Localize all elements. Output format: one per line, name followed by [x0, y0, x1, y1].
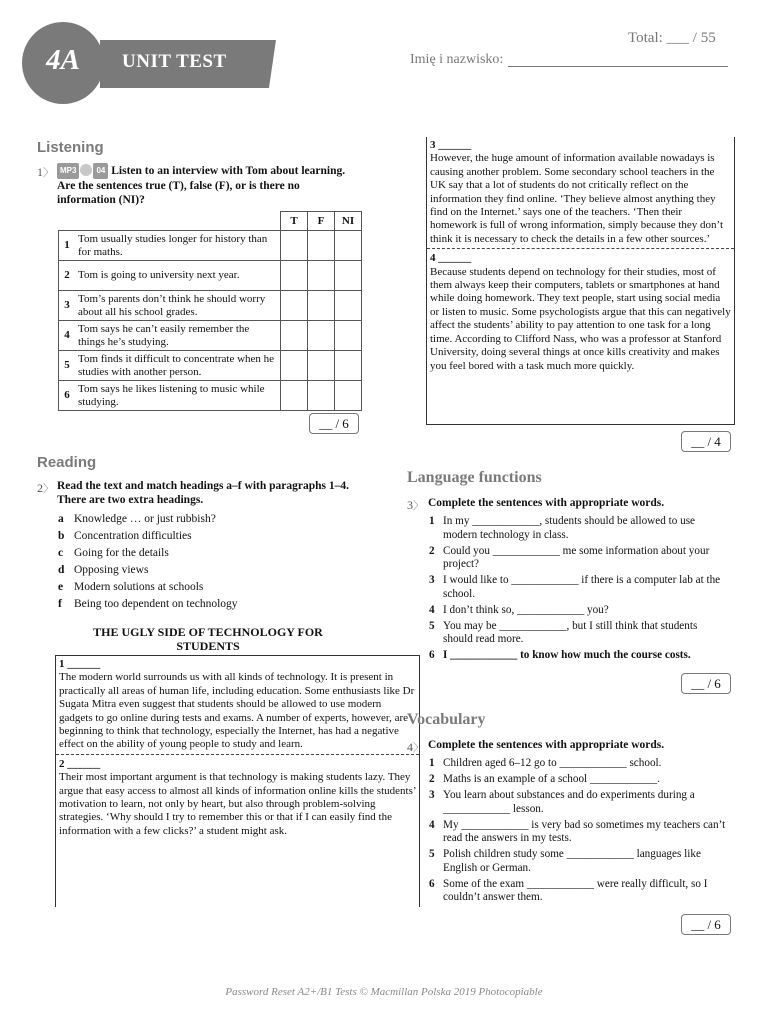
answer-box[interactable] — [335, 231, 362, 261]
listening-instruction: Listen to an interview with Tom about learning. Are the sentences true (T), false (F), or is there no information (NI)? — [57, 165, 346, 206]
paragraph-number: 3 ______ — [430, 139, 472, 151]
unit-title: UNIT TEST — [122, 51, 227, 72]
listening-instruction-block — [37, 163, 367, 207]
reading-instruction: Read the text and match headings a–f with paragraphs 1–4. There are two extra headings. — [57, 480, 349, 506]
paragraph-text: Their most important argument is that technology is making students lazy. They argue that easy access to almost all kinds of information online kills the students’ motivation to learn, not only by heart, but also through problem-solving strategies. ‘Why should I try to remember this or that if I can easily find the information with a few clicks?’ a student might ask. — [59, 771, 416, 837]
table-row: 2 Tom is going to university next year. — [59, 261, 362, 291]
chevron-right-icon: 〉 — [43, 483, 54, 495]
answer-box[interactable] — [308, 381, 335, 411]
list-item: 3 I would like to ____________ if there is a computer lab at the school. — [429, 574, 721, 600]
table-row: 3 Tom’s parents don’t think he should worry about all his school grades. — [59, 291, 362, 321]
table-header — [59, 212, 362, 231]
answer-box[interactable] — [281, 291, 308, 321]
exercise-number: 4 — [407, 740, 413, 754]
unit-number: 4A — [46, 44, 80, 76]
answer-box[interactable] — [335, 321, 362, 351]
answer-box[interactable] — [308, 261, 335, 291]
article-box-right — [426, 137, 735, 425]
list-item: d Opposing views — [58, 564, 149, 576]
chevron-right-icon: 〉 — [413, 500, 424, 512]
list-item: 4 My ____________ is very bad so sometimes my teachers can’t read the answers in my tests. — [429, 818, 726, 844]
vocabulary-heading: Vocabulary — [407, 711, 486, 728]
reading-heading: Reading — [37, 454, 97, 471]
list-item: 6 Some of the exam ____________ were really difficult, so I couldn’t answer them. — [429, 877, 708, 903]
answer-box[interactable] — [308, 231, 335, 261]
answer-box[interactable] — [308, 321, 335, 351]
table-row: 5 Tom finds it difficult to concentrate when he studies with another person. — [59, 351, 362, 381]
language-items — [429, 515, 729, 665]
reading-score-box[interactable]: __ / 4 — [681, 431, 731, 452]
listening-score-box[interactable]: __ / 6 — [309, 413, 359, 434]
cd-icon — [80, 164, 92, 176]
table-row: 6 Tom says he likes listening to music while studying. — [59, 381, 362, 411]
list-item: f Being too dependent on technology — [58, 598, 238, 610]
answer-box[interactable] — [281, 231, 308, 261]
list-item: 6 I ____________ to know how much the course costs. — [429, 649, 691, 661]
footer-copyright: Password Reset A2+/B1 Tests © Macmillan Polska 2019 Photocopiable — [225, 986, 543, 998]
vocabulary-instruction: Complete the sentences with appropriate words. — [428, 739, 665, 751]
column-ni: NI — [335, 212, 362, 231]
answer-box[interactable] — [335, 351, 362, 381]
language-score-box[interactable]: __ / 6 — [681, 673, 731, 694]
exercise-number: 2 — [37, 481, 43, 495]
name-field[interactable] — [508, 66, 728, 67]
exercise-number: 1 — [37, 165, 43, 179]
language-instruction: Complete the sentences with appropriate words. — [428, 497, 665, 509]
divider — [56, 754, 419, 755]
list-item: 2 Could you ____________ me some information about your project? — [429, 544, 710, 570]
list-item: a Knowledge … or just rubbish? — [58, 513, 216, 525]
paragraph-text: The modern world surrounds us with all kinds of technology. It is present in practically all areas of human life, including education. Some enthusiasts like Dr Sugata Mitra even suggest that students should be allowed to use modern gadgets to go online during tests and exams. A number of experts, however, are beginning to think that technology, especially the Internet, has had a negative effect on the ability of young people to study and learn. — [59, 671, 415, 751]
answer-box[interactable] — [335, 291, 362, 321]
paragraph-text: However, the huge amount of information available nowadays is causing another problem. Some secondary school teachers in the UK say that a lot of students do not critically reflect on the information they find online. ‘They believe almost anything they find on the Internet.’ says one of the teachers. ‘Then their homework is full of wrong information, simply because they don’t think it is necessary to check the details in a few other sources.’ — [430, 152, 724, 245]
track-number: 04 — [93, 163, 108, 179]
vocabulary-score-box[interactable]: __ / 6 — [681, 914, 731, 935]
vocabulary-items — [429, 757, 729, 907]
answer-box[interactable] — [281, 381, 308, 411]
list-item: 5 Polish children study some ____________ languages like English or German. — [429, 848, 701, 874]
column-t: T — [281, 212, 308, 231]
paragraph-number: 4 ______ — [430, 252, 472, 265]
mp3-icon: MP3 — [57, 163, 79, 179]
answer-box[interactable] — [281, 261, 308, 291]
reading-instruction-block — [37, 479, 367, 507]
answer-box[interactable] — [335, 381, 362, 411]
list-item: 1 Children aged 6–12 go to ____________ school. — [429, 757, 662, 769]
answer-box[interactable] — [281, 351, 308, 381]
answer-box[interactable] — [335, 261, 362, 291]
exercise-number: 3 — [407, 498, 413, 512]
list-item: c Going for the details — [58, 547, 169, 559]
answer-box[interactable] — [308, 291, 335, 321]
list-item: e Modern solutions at schools — [58, 581, 204, 593]
list-item: 1 In my ____________, students should be allowed to use modern technology in class. — [429, 515, 696, 541]
listening-heading: Listening — [37, 139, 104, 156]
paragraph-number: 2 ______ — [59, 757, 101, 770]
headings-list — [58, 511, 358, 613]
name-label: Imię i nazwisko: — [410, 52, 504, 67]
list-item: 3 You learn about substances and do experiments during a ____________ lesson. — [429, 789, 695, 815]
vocabulary-instruction-block — [407, 738, 737, 756]
chevron-right-icon: 〉 — [43, 167, 54, 179]
article-title: THE UGLY SIDE OF TECHNOLOGY FOR STUDENTS — [93, 625, 323, 653]
answer-box[interactable] — [308, 351, 335, 381]
list-item: 2 Maths is an example of a school ____________. — [429, 773, 660, 785]
answer-box[interactable] — [281, 321, 308, 351]
list-item: 5 You may be ____________, but I still think that students should read more. — [429, 619, 698, 645]
list-item: 4 I don’t think so, ____________ you? — [429, 603, 609, 616]
chevron-right-icon: 〉 — [413, 742, 424, 754]
paragraph-number: 1 ______ — [59, 658, 101, 670]
table-row: 1 Tom usually studies longer for history than for maths. — [59, 231, 362, 261]
list-item: b Concentration difficulties — [58, 530, 192, 542]
language-instruction-block — [407, 496, 737, 514]
paragraph-text: Because students depend on technology for their studies, most of them always keep their computers, tablets or smartphones at hand while doing homework. They text people, start using social media or listen to music. Some psychologists argue that this can negatively affect the students’ ability to pay attention to one task for a long time. According to Clifford Nass, who was a professor at Stanford University, doing several things at once kills creativity and makes you feel bored with a task much more quickly. — [430, 265, 731, 372]
language-functions-heading: Language functions — [407, 469, 542, 486]
total-score: Total: ___ / 55 — [628, 30, 716, 46]
article-box-left — [55, 655, 420, 907]
table-row: 4 Tom says he can’t easily remember the things he’s studying. — [59, 321, 362, 351]
column-f: F — [308, 212, 335, 231]
divider — [427, 248, 734, 249]
true-false-table — [58, 211, 362, 411]
